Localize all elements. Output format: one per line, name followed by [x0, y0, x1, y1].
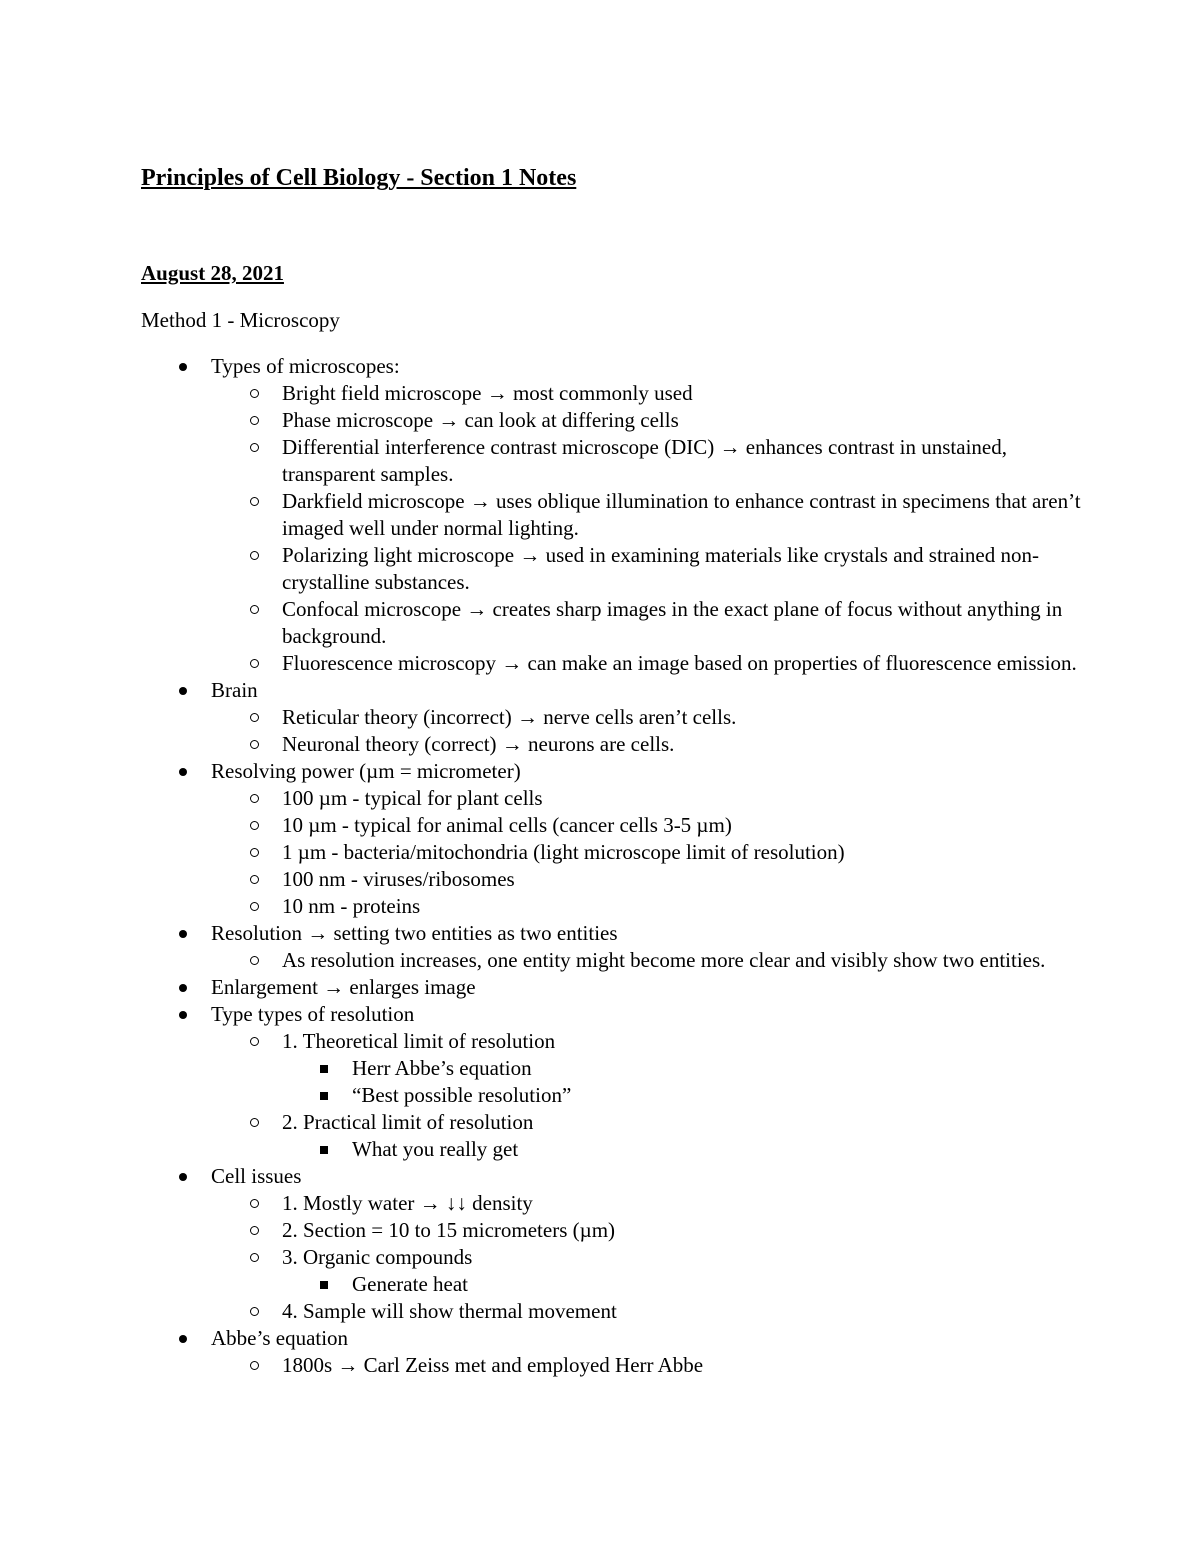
document-title: Principles of Cell Biology - Section 1 Notes: [141, 165, 577, 191]
list-item: [141, 1325, 1081, 1352]
hollow-bullet-icon: [244, 785, 264, 812]
list-item-text: Cell issues: [211, 1164, 302, 1188]
hollow-bullet-icon: [244, 650, 264, 677]
hollow-bullet-icon: [244, 488, 264, 515]
list-item: [141, 731, 1081, 758]
square-bullet-icon: [314, 1271, 334, 1298]
hollow-bullet-icon: [244, 947, 264, 974]
filled-bullet-icon: [173, 677, 193, 704]
list-item-text: Darkfield microscope → uses oblique illumination to enhance contrast in specimens that aren’t imaged well under normal lighting.: [282, 489, 1081, 540]
hollow-bullet-icon: [244, 1190, 264, 1217]
list-item: [141, 353, 1081, 380]
list-item-text: 3. Organic compounds: [282, 1245, 473, 1269]
list-item-text: Phase microscope → can look at differing cells: [282, 408, 679, 432]
list-item-text: 10 nm - proteins: [282, 894, 421, 918]
list-item-text: 4. Sample will show thermal movement: [282, 1299, 617, 1323]
hollow-bullet-icon: [244, 434, 264, 461]
hollow-bullet-icon: [244, 866, 264, 893]
filled-bullet-icon: [173, 974, 193, 1001]
hollow-bullet-icon: [244, 812, 264, 839]
filled-bullet-icon: [173, 353, 193, 380]
list-item: [141, 1028, 1081, 1055]
list-item-text: 1 µm - bacteria/mitochondria (light microscope limit of resolution): [282, 840, 845, 864]
list-item-text: Fluorescence microscopy → can make an image based on properties of fluorescence emission.: [282, 651, 1077, 675]
filled-bullet-icon: [173, 1001, 193, 1028]
list-item: [141, 866, 1081, 893]
hollow-bullet-icon: [244, 731, 264, 758]
list-item-text: 1. Mostly water → ↓↓ density: [282, 1191, 533, 1215]
list-item-text: 100 µm - typical for plant cells: [282, 786, 543, 810]
list-item-text: Differential interference contrast microscope (DIC) → enhances contrast in unstained, transparent samples.: [282, 435, 1007, 486]
hollow-bullet-icon: [244, 380, 264, 407]
list-item-text: “Best possible resolution”: [352, 1083, 572, 1107]
list-item: [141, 785, 1081, 812]
hollow-bullet-icon: [244, 893, 264, 920]
square-bullet-icon: [314, 1055, 334, 1082]
filled-bullet-icon: [173, 1325, 193, 1352]
list-item: [141, 488, 1081, 542]
filled-bullet-icon: [173, 920, 193, 947]
list-item-text: 1. Theoretical limit of resolution: [282, 1029, 556, 1053]
list-item-text: Bright field microscope → most commonly used: [282, 381, 693, 405]
hollow-bullet-icon: [244, 1109, 264, 1136]
list-item: [141, 893, 1081, 920]
square-bullet-icon: [314, 1136, 334, 1163]
hollow-bullet-icon: [244, 704, 264, 731]
list-item: [141, 1190, 1081, 1217]
list-item: [141, 1082, 1081, 1109]
list-item: [141, 1163, 1081, 1190]
list-item-text: Brain: [211, 678, 258, 702]
list-item-text: 2. Section = 10 to 15 micrometers (µm): [282, 1218, 616, 1242]
list-item-text: 1800s → Carl Zeiss met and employed Herr Abbe: [282, 1353, 704, 1377]
date-heading: August 28, 2021: [141, 261, 284, 285]
list-item-text: Neuronal theory (correct) → neurons are cells.: [282, 732, 675, 756]
filled-bullet-icon: [173, 758, 193, 785]
list-item: [141, 704, 1081, 731]
hollow-bullet-icon: [244, 1298, 264, 1325]
list-item: [141, 1109, 1081, 1136]
hollow-bullet-icon: [244, 1244, 264, 1271]
hollow-bullet-icon: [244, 407, 264, 434]
list-item: [141, 1271, 1081, 1298]
list-item: [141, 1217, 1081, 1244]
list-item-text: 100 nm - viruses/ribosomes: [282, 867, 515, 891]
list-item-text: Type types of resolution: [211, 1002, 415, 1026]
list-item: [141, 758, 1081, 785]
hollow-bullet-icon: [244, 1028, 264, 1055]
list-item-text: 10 µm - typical for animal cells (cancer cells 3-5 µm): [282, 813, 732, 837]
list-item: [141, 1001, 1081, 1028]
list-item: [141, 380, 1081, 407]
list-item: [141, 1136, 1081, 1163]
list-item: [141, 407, 1081, 434]
list-item: [141, 1352, 1081, 1379]
notes-list: [141, 353, 1081, 1379]
list-item-text: Confocal microscope → creates sharp images in the exact plane of focus without anything in background.: [282, 597, 1063, 648]
hollow-bullet-icon: [244, 839, 264, 866]
method-heading: Method 1 - Microscopy: [141, 308, 340, 332]
list-item: [141, 650, 1081, 677]
list-item: [141, 947, 1081, 974]
filled-bullet-icon: [173, 1163, 193, 1190]
list-item: [141, 920, 1081, 947]
list-item-text: Generate heat: [352, 1272, 469, 1296]
list-item: [141, 839, 1081, 866]
hollow-bullet-icon: [244, 1217, 264, 1244]
list-item-text: Herr Abbe’s equation: [352, 1056, 532, 1080]
list-item-text: Abbe’s equation: [211, 1326, 349, 1350]
list-item-text: What you really get: [352, 1137, 519, 1161]
list-item: [141, 542, 1081, 596]
list-item: [141, 1055, 1081, 1082]
list-item-text: As resolution increases, one entity might become more clear and visibly show two entities.: [282, 948, 1046, 972]
square-bullet-icon: [314, 1082, 334, 1109]
list-item-text: 2. Practical limit of resolution: [282, 1110, 534, 1134]
hollow-bullet-icon: [244, 596, 264, 623]
list-item: [141, 596, 1081, 650]
list-item: [141, 812, 1081, 839]
list-item-text: Polarizing light microscope → used in examining materials like crystals and strained non-crystalline substances.: [282, 543, 1039, 594]
list-item-text: Resolving power (µm = micrometer): [211, 759, 521, 783]
list-item: [141, 1298, 1081, 1325]
list-item: [141, 1244, 1081, 1271]
list-item: [141, 974, 1081, 1001]
list-item-text: Types of microscopes:: [211, 354, 400, 378]
hollow-bullet-icon: [244, 542, 264, 569]
list-item-text: Enlargement → enlarges image: [211, 975, 476, 999]
hollow-bullet-icon: [244, 1352, 264, 1379]
list-item-text: Resolution → setting two entities as two entities: [211, 921, 618, 945]
list-item-text: Reticular theory (incorrect) → nerve cells aren’t cells.: [282, 705, 737, 729]
list-item: [141, 677, 1081, 704]
list-item: [141, 434, 1081, 488]
